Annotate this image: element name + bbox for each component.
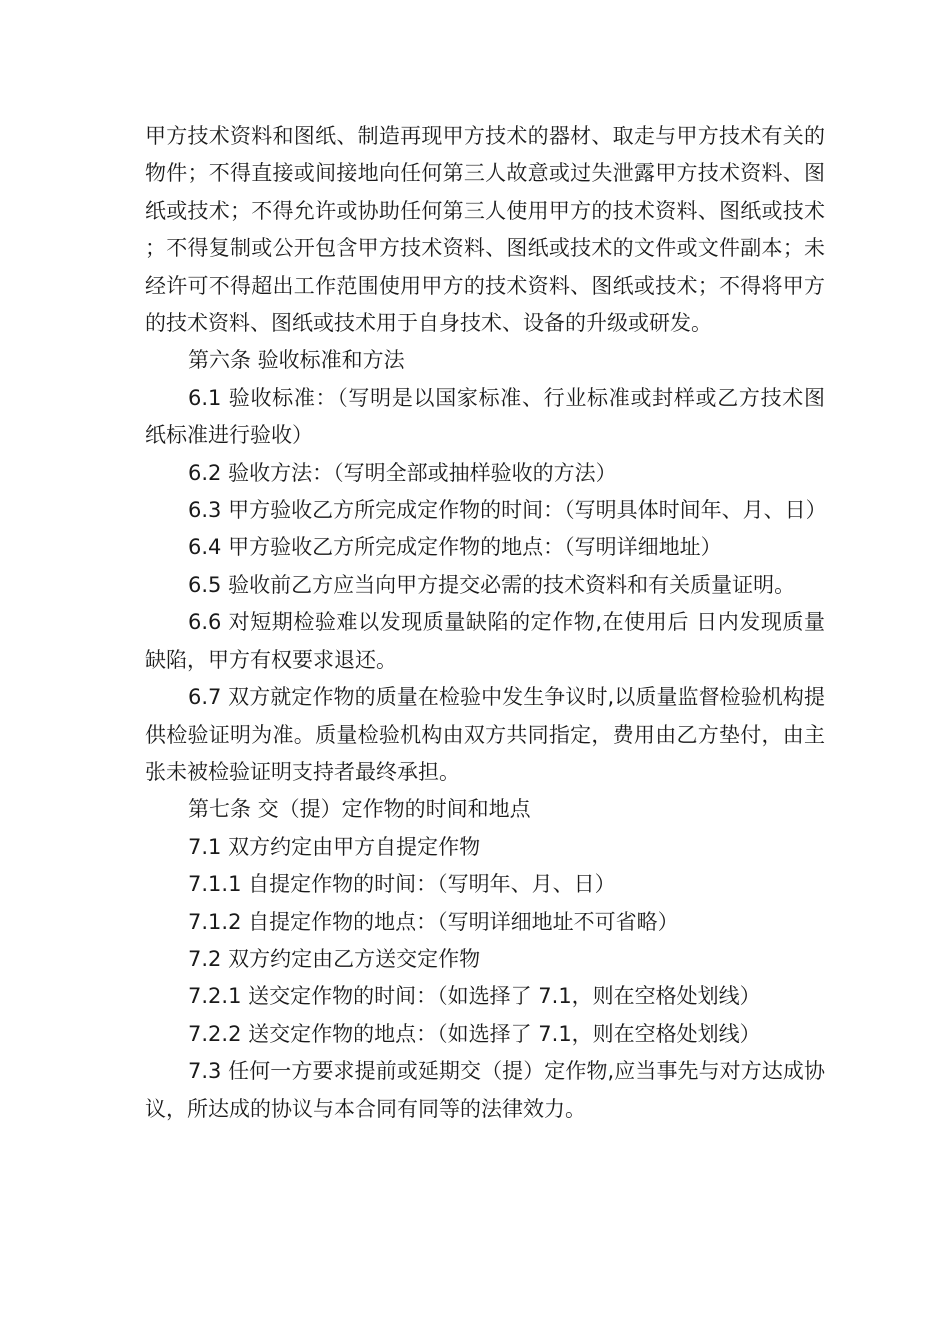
clause-7-2-1: 7.2.1 送交定作物的时间：（如选择了 7.1，则在空格处划线）: [188, 984, 761, 1009]
section-heading-article-7: 第七条 交（提）定作物的时间和地点: [188, 797, 531, 822]
clause-6-5: 6.5 验收前乙方应当向甲方提交必需的技术资料和有关质量证明。: [188, 572, 796, 597]
clause-6-4: 6.4 甲方验收乙方所完成定作物的地点：（写明详细地址）: [188, 535, 722, 560]
clause-7-3: 7.3 任何一方要求提前或延期交（提）定作物,应当事先与对方达成协议，所达成的协议与本合同有同等的法律效力。: [145, 1059, 825, 1121]
clause-6-6: 6.6 对短期检验难以发现质量缺陷的定作物,在使用后 日内发现质量缺陷，甲方有权要求退还。: [145, 610, 825, 672]
clause-7-2: 7.2 双方约定由乙方送交定作物: [188, 946, 481, 971]
clause-6-3: 6.3 甲方验收乙方所完成定作物的时间：（写明具体时间年、月、日）: [188, 498, 827, 523]
clause-7-1-2: 7.1.2 自提定作物的地点：（写明详细地址不可省略）: [188, 909, 679, 934]
clause-6-1: 6.1 验收标准：（写明是以国家标准、行业标准或封样或乙方技术图纸标准进行验收）: [145, 385, 825, 448]
clause-7-1: 7.1 双方约定由甲方自提定作物: [188, 834, 481, 859]
document-body: [145, 118, 825, 1128]
clause-6-7: 6.7 双方就定作物的质量在检验中发生争议时,以质量监督检验机构提供检验证明为准。质量检验机构由双方共同指定，费用由乙方垫付，由主张未被检验证明支持者最终承担。: [145, 685, 825, 784]
clause-6-2: 6.2 验收方法：（写明全部或抽样验收的方法）: [188, 460, 617, 485]
clause-7-1-1: 7.1.1 自提定作物的时间：（写明年、月、日）: [188, 872, 616, 897]
paragraph-body: 甲方技术资料和图纸、制造再现甲方技术的器材、取走与甲方技术有关的物件；不得直接或间接地向任何第三人故意或过失泄露甲方技术资料、图纸或技术；不得允许或协助任何第三人使用甲方的技术资料、图纸或技术；不得复制或公开包含甲方技术资料、图纸或技术的文件或文件副本；未经许可不得超出工作范围使用甲方的技术资料、图纸或技术；不得将甲方的技术资料、图纸或技术用于自身技术、设备的升级或研发。: [145, 124, 825, 336]
clause-7-2-2: 7.2.2 送交定作物的地点：（如选择了 7.1，则在空格处划线）: [188, 1021, 761, 1046]
section-heading-article-6: 第六条 验收标准和方法: [188, 348, 405, 373]
